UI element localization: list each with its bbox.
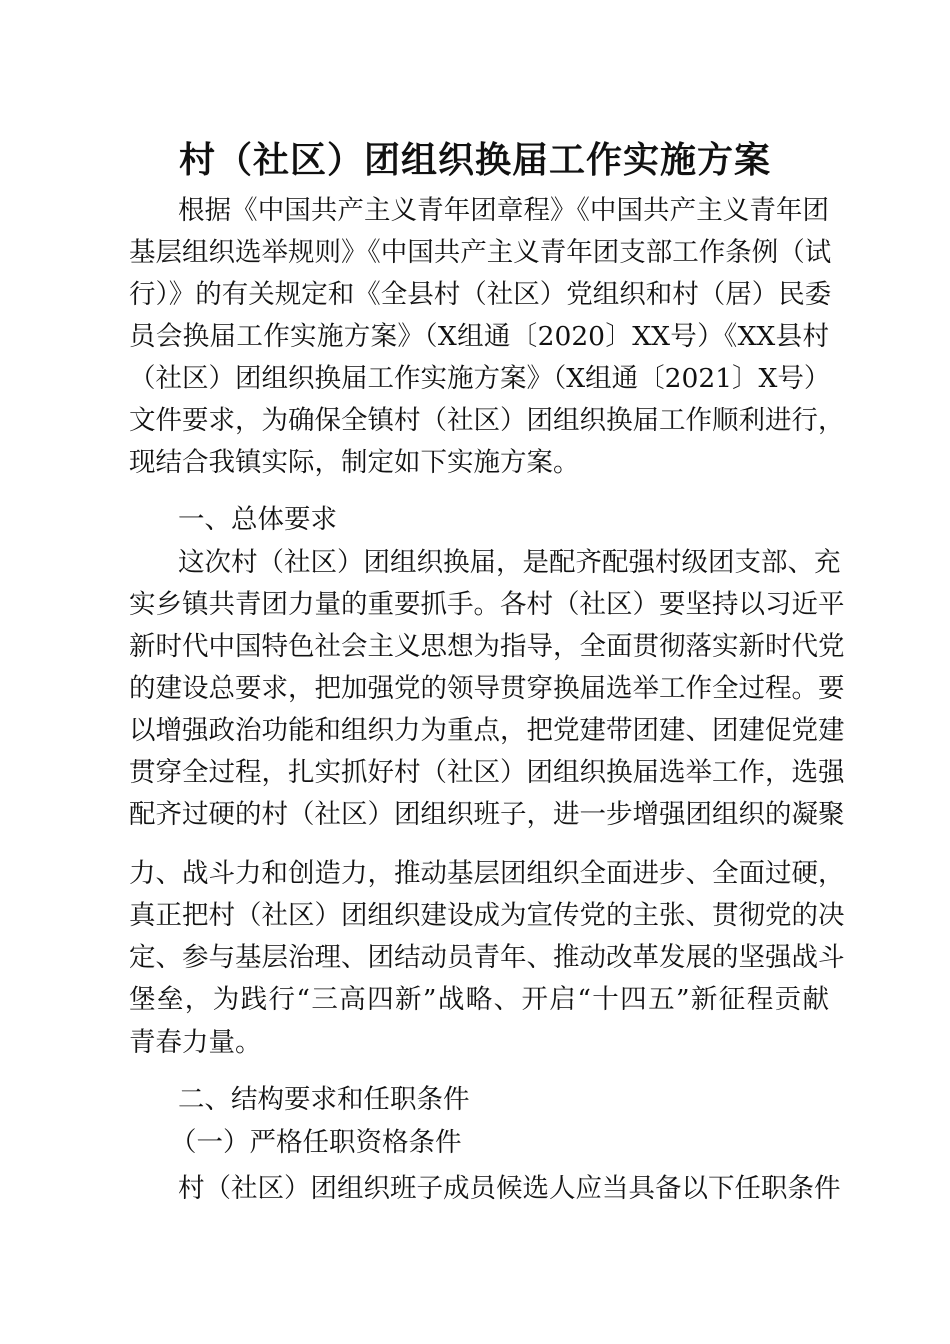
body-line: 贯穿全过程，扎实抓好村（社区）团组织换届选举工作，选强 (129, 757, 845, 788)
body-line: 根据《中国共产主义青年团章程》《中国共产主义青年团 (178, 195, 829, 226)
body-line: 村（社区）团组织班子成员候选人应当具备以下任职条件 (178, 1173, 841, 1204)
body-line: 堡垒，为践行“三高四新”战略、开启“十四五”新征程贡献 (129, 984, 829, 1015)
document-title: 村（社区）团组织换届工作实施方案 (178, 139, 771, 181)
body-line: 行）》的有关规定和《全县村（社区）党组织和村（居）民委 (129, 279, 832, 310)
body-line: 实乡镇共青团力量的重要抓手。各村（社区）要坚持以习近平 (129, 589, 845, 620)
body-line: 新时代中国特色社会主义思想为指导，全面贯彻落实新时代党 (129, 631, 845, 662)
body-line: 这次村（社区）团组织换届，是配齐配强村级团支部、充 (178, 547, 841, 578)
body-line: 真正把村（社区）团组织建设成为宣传党的主张、贯彻党的决 (129, 900, 845, 931)
section-heading-1: 一、总体要求 (178, 504, 337, 535)
body-line: 的建设总要求，把加强党的领导贯穿换届选举工作全过程。要 (129, 673, 845, 704)
subsection-heading-1: （一）严格任职资格条件 (170, 1127, 462, 1158)
body-line: 基层组织选举规则》《中国共产主义青年团支部工作条例（试 (129, 237, 832, 268)
section-heading-2: 二、结构要求和任职条件 (178, 1084, 470, 1115)
body-line: 现结合我镇实际，制定如下实施方案。 (129, 447, 580, 478)
body-line: 文件要求，为确保全镇村（社区）团组织换届工作顺利进行， (129, 405, 845, 436)
body-line: 力、战斗力和创造力，推动基层团组织全面进步、全面过硬， (129, 858, 845, 889)
body-line: 员会换届工作实施方案》（X组通〔2020〕XX号）《XX县村 (129, 321, 829, 352)
body-line: 青春力量。 (129, 1027, 262, 1058)
body-line: 配齐过硬的村（社区）团组织班子，进一步增强团组织的凝聚 (129, 799, 845, 830)
body-line: 定、参与基层治理、团结动员青年、推动改革发展的坚强战斗 (129, 942, 845, 973)
body-line: 以增强政治功能和组织力为重点，把党建带团建、团建促党建 (129, 715, 845, 746)
body-line: （社区）团组织换届工作实施方案》（X组通〔2021〕X号） (129, 363, 831, 394)
